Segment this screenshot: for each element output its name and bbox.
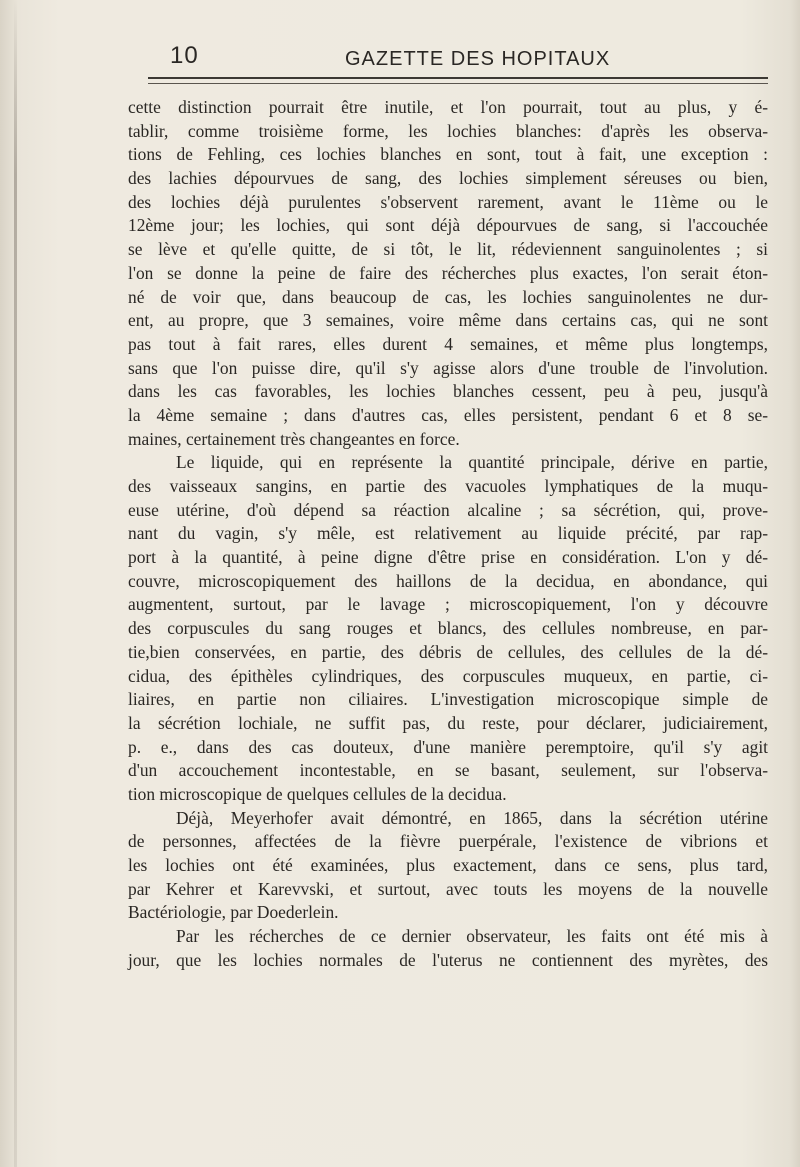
text-line: né de voir que, dans beaucoup de cas, les lochies sanguinolentes ne dur-	[128, 286, 768, 307]
page-number: 10	[170, 42, 199, 69]
text-line: port à la quantité, à peine digne d'être prise en considération. L'on y dé-	[128, 547, 768, 568]
text-line: sans que l'on puisse dire, qu'il s'y agisse alors d'une trouble de l'involution.	[128, 357, 768, 378]
text-line: tions de Fehling, ces lochies blanches en sont, tout à fait, une exception :	[128, 144, 768, 165]
text-line: liaires, en partie non ciliaires. L'investigation microscopique simple de	[128, 689, 768, 710]
text-line: par Kehrer et Karevvski, et surtout, avec touts les moyens de la nouvelle	[128, 878, 768, 899]
text-line: augmentent, surtout, par le lavage ; microscopiquement, l'on y découvre	[128, 594, 768, 615]
text-line: des vaisseaux sangins, en partie des vacuoles lymphatiques de la muqu-	[128, 476, 768, 496]
paragraph-end-line: tion microscopique de quelques cellules de la decidua.	[128, 783, 507, 804]
text-line: p. e., dans des cas douteux, d'une manière peremptoire, qu'il s'y agit	[128, 736, 768, 757]
text-line: l'on se donne la peine de faire des récherches plus exactes, l'on serait éton-	[128, 262, 768, 283]
text-line: tablir, comme troisième forme, les lochies blanches: d'après les observa-	[128, 120, 768, 141]
text-line: pas tout à fait rares, elles durent 4 semaines, et même plus longtemps,	[128, 333, 768, 354]
text-line: se lève et qu'elle quitte, de si tôt, le lit, rédeviennent sanguinolentes ; si	[128, 239, 768, 260]
text-line: nant du vagin, s'y mêle, est relativement au liquide précité, par rap-	[128, 523, 768, 544]
text-line: des lochies déjà purulentes s'observent rarement, avant le 11ème ou le	[128, 191, 768, 212]
paragraph-end-line: Bactériologie, par Doederlein.	[128, 902, 339, 923]
text-line: la 4ème semaine ; dans d'autres cas, elles persistent, pendant 6 et 8 se-	[128, 404, 768, 425]
text-line: 12ème jour; les lochies, qui sont déjà dépourvues de sang, si l'accouchée	[128, 215, 768, 236]
text-line: dans les cas favorables, les lochies blanches cessent, peu à peu, jusqu'à	[128, 381, 768, 402]
text-line: tie,bien conservées, en partie, des débris de cellules, des cellules de la dé-	[128, 641, 768, 662]
text-line: cette distinction pourrait être inutile, et l'on pourrait, tout au plus, y é-	[128, 97, 768, 117]
text-line: euse utérine, d'où dépend sa réaction alcaline ; sa sécrétion, qui, prove-	[128, 499, 768, 520]
text-line: la sécrétion lochiale, ne suffit pas, du reste, pour déclarer, judiciairement,	[128, 712, 768, 733]
body-text	[128, 96, 768, 972]
paragraph-start-line: Par les récherches de ce dernier observateur, les faits ont été mis à	[176, 926, 768, 947]
paragraph-start-line: Le liquide, qui en représente la quantité principale, dérive en partie,	[176, 452, 768, 473]
text-line: de personnes, affectées de la fièvre puerpérale, l'existence de vibrions et	[128, 831, 768, 852]
text-line: cidua, des épithèles cylindriques, des corpuscules muqueux, en partie, ci-	[128, 665, 768, 686]
paragraph-start-line: Déjà, Meyerhofer avait démontré, en 1865, dans la sécrétion utérine	[176, 807, 768, 828]
header-rule-thin	[148, 83, 768, 84]
text-line: jour, que les lochies normales de l'uterus ne contiennent des myrètes, des	[128, 949, 768, 970]
text-line: des corpuscules du sang rouges et blancs, des cellules nombreuse, en par-	[128, 618, 768, 639]
paragraph-end-line: maines, certainement très changeantes en force.	[128, 428, 460, 449]
text-line: les lochies ont été examinées, plus exactement, dans ce sens, plus tard,	[128, 855, 768, 875]
running-head: GAZETTE DES HOPITAUX	[345, 48, 611, 70]
binding-shadow	[14, 0, 17, 1167]
text-line: couvre, microscopiquement des haillons de la decidua, en abondance, qui	[128, 570, 768, 591]
text-line: ent, au propre, que 3 semaines, voire même dans certains cas, qui ne sont	[128, 310, 768, 331]
text-line: des lachies dépourvues de sang, des lochies simplement séreuses ou bien,	[128, 168, 768, 189]
header-rule-thick	[148, 77, 768, 79]
text-line: d'un accouchement incontestable, en se basant, seulement, sur l'observa-	[128, 760, 768, 781]
